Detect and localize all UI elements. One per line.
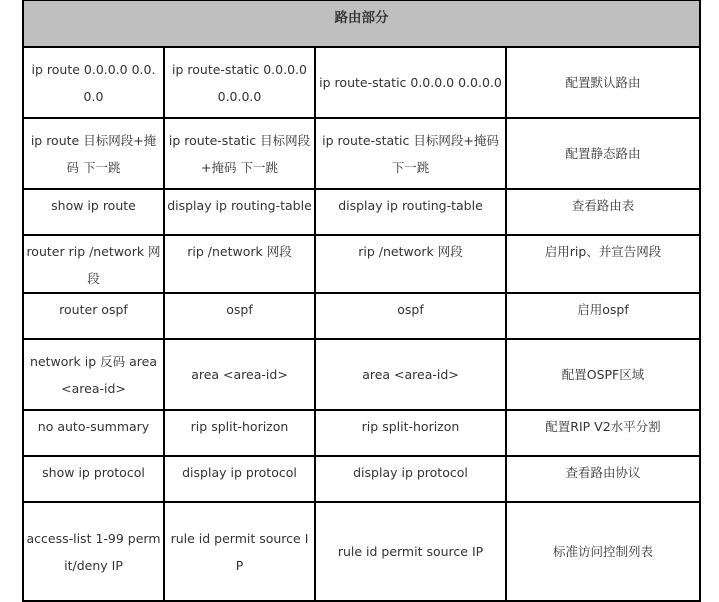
cell-h3c-command: display ip protocol [164, 456, 315, 502]
cell-huawei-command: rule id permit source IP [315, 502, 506, 601]
cell-huawei-command: ospf [315, 293, 506, 339]
cell-h3c-command: ip route-static 目标网段+掩码 下一跳 [164, 118, 315, 189]
table-header-row [23, 0, 700, 47]
table-row [23, 339, 700, 410]
routing-command-table [22, 0, 701, 602]
table-row [23, 118, 700, 189]
cell-description: 查看路由表 [506, 189, 700, 235]
cell-cisco-command: show ip protocol [23, 456, 164, 502]
cell-description: 启用ospf [506, 293, 700, 339]
cell-huawei-command: area <area-id> [315, 339, 506, 410]
table-row [23, 456, 700, 502]
table-row [23, 235, 700, 293]
table-row [23, 502, 700, 601]
cell-h3c-command: rule id permit source IP [164, 502, 315, 601]
cell-cisco-command: ip route 0.0.0.0 0.0.0.0 [23, 47, 164, 118]
cell-cisco-command: network ip 反码 area <area-id> [23, 339, 164, 410]
cell-h3c-command: rip split-horizon [164, 410, 315, 456]
cell-huawei-command: rip split-horizon [315, 410, 506, 456]
table-row [23, 410, 700, 456]
cell-huawei-command: display ip routing-table [315, 189, 506, 235]
cell-h3c-command: ospf [164, 293, 315, 339]
cell-h3c-command: rip /network 网段 [164, 235, 315, 293]
cell-cisco-command: access-list 1-99 permit/deny IP [23, 502, 164, 601]
cell-description: 配置静态路由 [506, 118, 700, 189]
cell-huawei-command: rip /network 网段 [315, 235, 506, 293]
cell-cisco-command: show ip route [23, 189, 164, 235]
cell-description: 配置OSPF区域 [506, 339, 700, 410]
table-row [23, 293, 700, 339]
cell-huawei-command: display ip protocol [315, 456, 506, 502]
cell-description: 标准访问控制列表 [506, 502, 700, 601]
cell-description: 配置RIP V2水平分割 [506, 410, 700, 456]
cell-description: 查看路由协议 [506, 456, 700, 502]
cell-huawei-command: ip route-static 0.0.0.0 0.0.0.0 [315, 47, 506, 118]
cell-description: 配置默认路由 [506, 47, 700, 118]
table-title: 路由部分 [23, 0, 700, 47]
cell-description: 启用rip、并宣告网段 [506, 235, 700, 293]
cell-h3c-command: display ip routing-table [164, 189, 315, 235]
cell-cisco-command: ip route 目标网段+掩码 下一跳 [23, 118, 164, 189]
cell-cisco-command: router ospf [23, 293, 164, 339]
cell-h3c-command: area <area-id> [164, 339, 315, 410]
table-row [23, 189, 700, 235]
cell-cisco-command: no auto-summary [23, 410, 164, 456]
cell-cisco-command: router rip /network 网段 [23, 235, 164, 293]
cell-h3c-command: ip route-static 0.0.0.0 0.0.0.0 [164, 47, 315, 118]
table-row [23, 47, 700, 118]
cell-huawei-command: ip route-static 目标网段+掩码 下一跳 [315, 118, 506, 189]
